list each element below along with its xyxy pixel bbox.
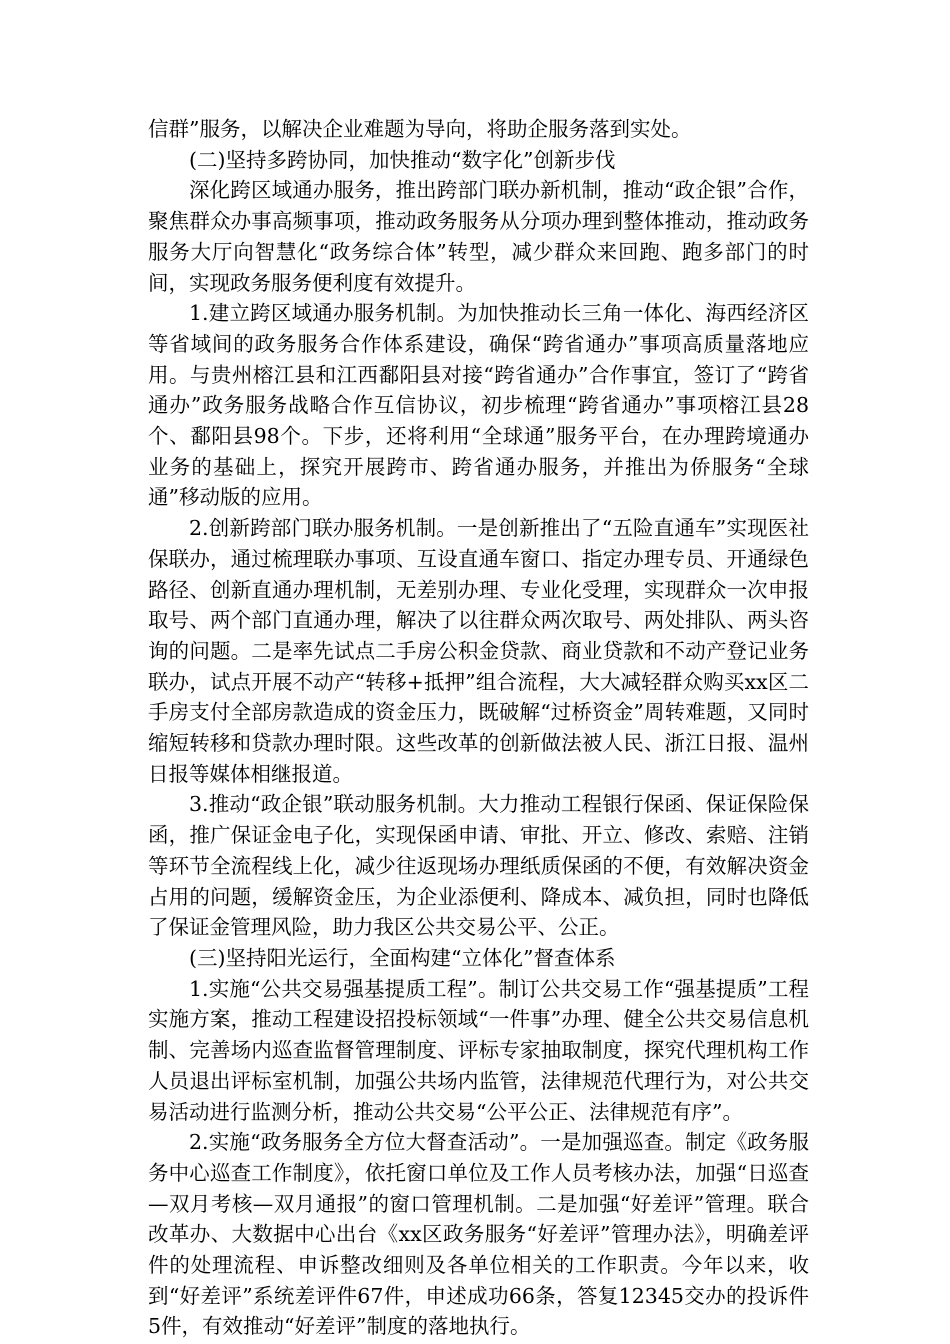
section-heading-3: (三)坚持阳光运行，全面构建“立体化”督查体系 <box>189 945 616 970</box>
item-paragraph-gov-enterprise-bank: 3.推动“政企银”联动服务机制。大力推动工程银行保函、保证保险保函，推广保证金电子化，实现保函申请、审批、开立、修改、索赔、注销等环节全流程线上化，减少往返现场办理纸质保函的不便，有效解决资金占用的问题，缓解资金压，为企业添便利、降成本、减负担，同时也降低了保证金管理风险，助力我区公共交易公平、公正。 <box>148 792 809 940</box>
item-paragraph-inspection: 2.实施“政务服务全方位大督查活动”。一是加强巡查。制定《政务服务中心巡查工作制度》，依托窗口单位及工作人员考核办法，加强“日巡查—双月考核—双月通报”的窗口管理机制。二是加强“好差评”管理。联合改革办、大数据中心出台《xx区政务服务“好差评”管理办法》，明确差评件的处理流程、申诉整改细则及各单位相关的工作职责。今年以来，收到“好差评”系统差评件67件，申述成功66条，答复12345交办的投诉件5件，有效推动“好差评”制度的落地执行。 <box>148 1130 809 1339</box>
section-intro-paragraph: 深化跨区域通办服务，推出跨部门联办新机制，推动“政企银”合作，聚焦群众办事高频事项，推动政务服务从分项办理到整体推动，推动政务服务大厅向智慧化“政务综合体”转型，减少群众来回跑、跑多部门的时间，实现政务服务便利度有效提升。 <box>148 178 809 295</box>
item-paragraph-cross-department: 2.创新跨部门联办服务机制。一是创新推出了“五险直通车”实现医社保联办，通过梳理联办事项、互设直通车窗口、指定办理专员、开通绿色路径、创新直通办理机制，无差别办理、专业化受理，实现群众一次申报取号、两个部门直通办理，解决了以往群众两次取号、两处排队、两头咨询的问题。二是率先试点二手房公积金贷款、商业贷款和不动产登记业务联办，试点开展不动产“转移+抵押”组合流程，大大减轻群众购买xx区二手房支付全部房款造成的资金压力，既破解“过桥资金”周转难题，又同时缩短转移和贷款办理时限。这些改革的创新做法被人民、浙江日报、温州日报等媒体相继报道。 <box>148 516 809 786</box>
section-heading-2: (二)坚持多跨协同，加快推动“数字化”创新步伐 <box>189 147 616 172</box>
document-page <box>148 114 809 1342</box>
item-paragraph-public-trade: 1.实施“公共交易强基提质工程”。制订公共交易工作“强基提质”工程实施方案，推动工程建设招投标领域“一件事”办理、健全公共交易信息机制、完善场内巡查监督管理制度、评标专家抽取制度，探究代理机构工作人员退出评标室机制，加强公共场内监管，法律规范代理行为，对公共交易活动进行监测分析，推动公共交易“公平公正、法律规范有序”。 <box>148 976 809 1124</box>
item-paragraph-cross-region: 1.建立跨区域通办服务机制。为加快推动长三角一体化、海西经济区等省域间的政务服务合作体系建设，确保“跨省通办”事项高质量落地应用。与贵州榕江县和江西鄱阳县对接“跨省通办”合作事宜，签订了“跨省通办”政务服务战略合作互信协议，初步梳理“跨省通办”事项榕江县28个、鄱阳县98个。下步，还将利用“全球通”服务平台，在办理跨境通办业务的基础上，探究开展跨市、跨省通办服务，并推出为侨服务“全球通”移动版的应用。 <box>148 301 809 510</box>
paragraph-continuation: 信群”服务，以解决企业难题为导向，将助企服务落到实处。 <box>148 117 692 141</box>
